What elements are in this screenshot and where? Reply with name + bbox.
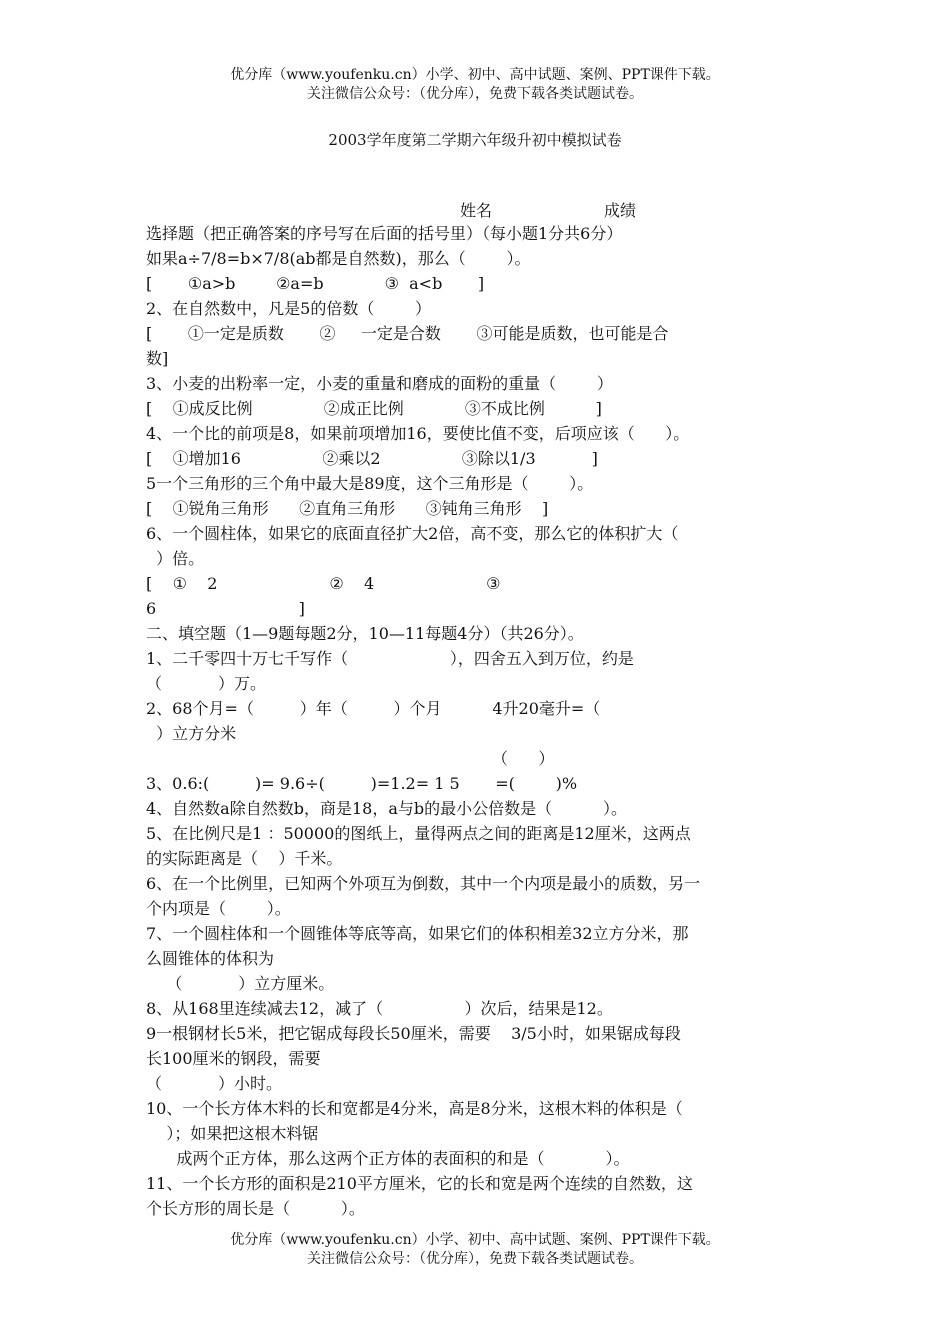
text-line: 11、一个长方形的面积是210平方厘米，它的长和宽是两个连续的自然数，这 xyxy=(146,1174,693,1193)
text-line: （ ）万。 xyxy=(146,674,266,693)
text-line: 3、0.6:( )= 9.6÷( )=1.2= 1 5 =( )% xyxy=(146,774,578,793)
text-line: [ ① 2 ② 4 ③ xyxy=(146,574,501,593)
text-line: 6、一个圆柱体，如果它的底面直径扩大2倍，高不变，那么它的体积扩大（ xyxy=(146,524,679,543)
text-line: 8、从168里连续减去12，减了（ ）次后，结果是12。 xyxy=(146,999,613,1018)
text-line: 么圆锥体的体积为 xyxy=(146,949,275,968)
text-line: 5一个三角形的三个角中最大是89度，这个三角形是（ ）。 xyxy=(146,474,594,493)
text-line: （ ）小时。 xyxy=(146,1074,282,1093)
text-line: 的实际距离是（ ）千米。 xyxy=(146,849,343,868)
text-line: 10、一个长方体木料的长和宽都是4分米，高是8分米，这根木料的体积是（ xyxy=(146,1099,683,1118)
text-line: 长100厘米的钢段，需要 xyxy=(146,1049,321,1068)
name-label: 姓名 xyxy=(460,201,493,220)
text-line: 数] xyxy=(146,349,169,368)
footer-line-2: 关注微信公众号：（优分库），免费下载各类试题试卷。 xyxy=(307,1251,643,1267)
text-line: 5、在比例尺是1 ：50000的图纸上，量得两点之间的距离是12厘米，这两点 xyxy=(146,824,691,843)
text-line: （ ）立方厘米。 xyxy=(146,974,335,993)
text-line: 4、一个比的前项是8，如果前项增加16，要使比值不变，后项应该（ ）。 xyxy=(146,424,690,443)
text-line: [ ①增加16 ②乘以2 ③除以1/3 ] xyxy=(146,449,598,468)
section-heading: 二、填空题（1—9题每题2分，10—11每题4分）（共26分）。 xyxy=(146,624,584,643)
text-line: 2、在自然数中，凡是5的倍数（ ） xyxy=(146,299,432,318)
text-line: 2、68个月=（ ）年（ ）个月 4升20毫升=（ xyxy=(146,699,601,718)
text-line: 6 ] xyxy=(146,599,305,618)
text-line: ）倍。 xyxy=(146,549,205,568)
text-line: 个内项是（ ）。 xyxy=(146,899,291,918)
text-line: 7、一个圆柱体和一个圆锥体等底等高，如果它们的体积相差32立方分米，那 xyxy=(146,924,689,943)
text-line: ）立方分米 xyxy=(146,724,237,743)
text-line: 成两个正方体，那么这两个正方体的表面积的和是（ ）。 xyxy=(146,1149,630,1168)
page-title: 2003学年度第二学期六年级升初中模拟试卷 xyxy=(328,131,622,149)
text-line: 9一根钢材长5米，把它锯成每段长50厘米，需要 3/5小时，如果锯成每段 xyxy=(146,1024,681,1043)
header-line-1: 优分库（www.youfenku.cn）小学、初中、高中试题、案例、PPT课件下载。 xyxy=(230,67,720,83)
text-line: [ ①成反比例 ②成正比例 ③不成比例 ] xyxy=(146,399,602,418)
text-line: 4、自然数a除自然数b，商是18，a与b的最小公倍数是（ ）。 xyxy=(146,799,627,818)
text-line: [ ①锐角三角形 ②直角三角形 ③钝角三角形 ] xyxy=(146,499,549,518)
text-line: （ ） xyxy=(146,749,555,768)
text-line: 6、在一个比例里，已知两个外项互为倒数，其中一个内项是最小的质数，另一 xyxy=(146,874,701,893)
footer-line-1: 优分库（www.youfenku.cn）小学、初中、高中试题、案例、PPT课件下载。 xyxy=(230,1232,720,1248)
text-line: 选择题（把正确答案的序号写在后面的括号里）（每小题1分共6分） xyxy=(146,224,623,243)
text-line: 1、二千零四十万七千写作（ ），四舍五入到万位，约是 xyxy=(146,649,634,668)
text-line: 个长方形的周长是（ ）。 xyxy=(146,1199,365,1218)
score-label: 成绩 xyxy=(604,201,637,220)
text-line: 3、小麦的出粉率一定，小麦的重量和磨成的面粉的重量（ ） xyxy=(146,374,613,393)
text-line: ）；如果把这根木料锯 xyxy=(146,1124,319,1143)
text-line: 如果a÷7/8=b×7/8(ab都是自然数)，那么（ ）。 xyxy=(146,249,531,268)
text-line: [ ①一定是质数 ② 一定是合数 ③可能是质数，也可能是合 xyxy=(146,324,669,343)
text-line: [ ①a>b ②a=b ③ a<b ] xyxy=(146,274,485,293)
header-line-2: 关注微信公众号：（优分库），免费下载各类试题试卷。 xyxy=(307,86,643,102)
